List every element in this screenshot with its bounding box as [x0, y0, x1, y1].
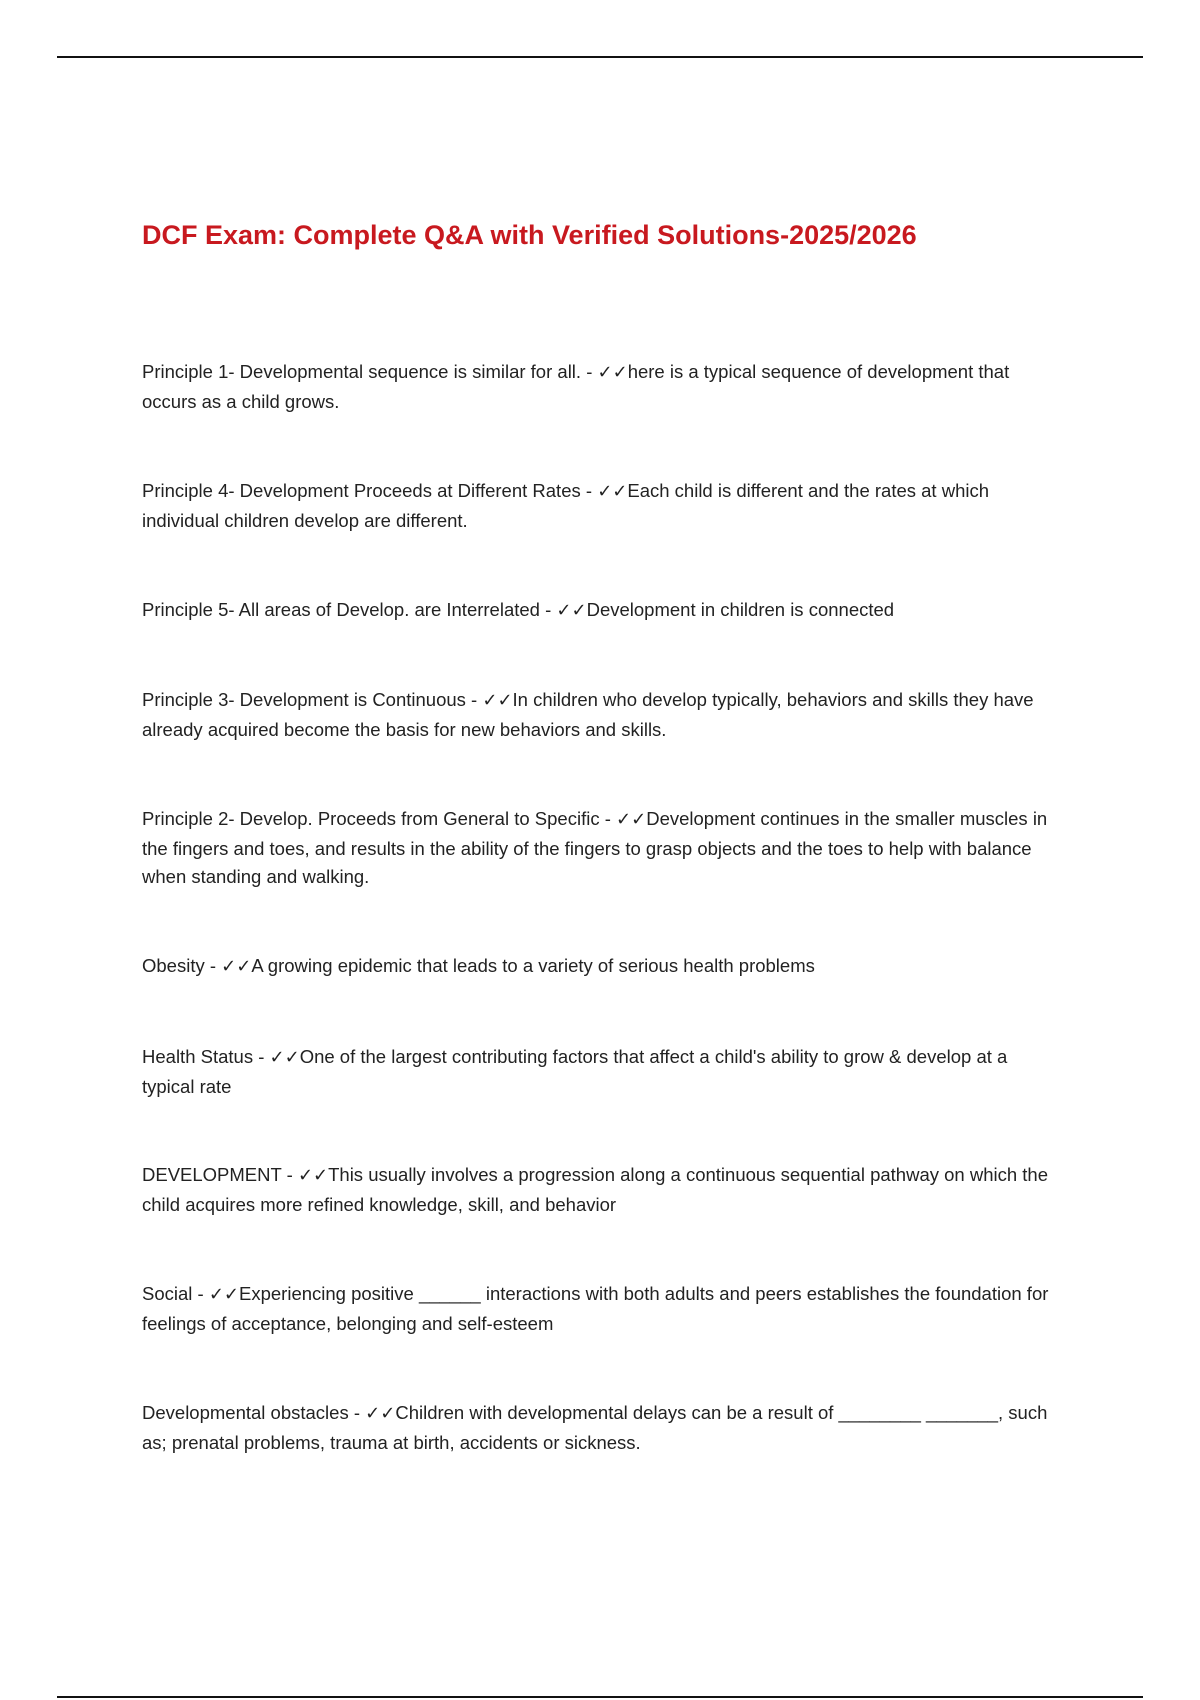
double-check-icon: ✓✓ — [482, 690, 513, 711]
qa-term: Developmental obstacles — [142, 1402, 349, 1423]
qa-item-developmental-obstacles — [142, 1399, 1062, 1457]
qa-separator: - — [465, 689, 483, 710]
qa-separator: - — [253, 1046, 270, 1067]
qa-term: Principle 4- Development Proceeds at Different Rates — [142, 480, 581, 501]
qa-answer: Children with developmental delays can be a result of ________ _______, such as; prenatal problems, trauma at birth, accidents or sickness. — [142, 1402, 1048, 1453]
qa-separator: - — [580, 480, 598, 501]
qa-item-obesity — [142, 952, 1062, 982]
qa-answer: One of the largest contributing factors that affect a child's ability to grow & develop at a typical rate — [142, 1046, 1008, 1097]
footer-rule — [57, 1696, 1143, 1698]
qa-answer: In children who develop typically, behaviors and skills they have already acquired become the basis for new behaviors and skills. — [142, 689, 1034, 740]
qa-separator: - — [204, 955, 222, 976]
qa-separator: - — [539, 599, 557, 620]
qa-separator: - — [281, 1164, 298, 1185]
qa-item-health-status — [142, 1043, 1062, 1101]
qa-separator: - — [599, 808, 617, 829]
qa-item-principle-5 — [142, 596, 1062, 626]
qa-separator: - — [192, 1283, 209, 1304]
qa-item-principle-4 — [142, 477, 1062, 535]
double-check-icon: ✓✓ — [616, 809, 647, 830]
qa-answer: Each child is different and the rates at which individual children develop are different. — [142, 480, 990, 531]
qa-item-principle-1 — [142, 358, 1062, 416]
double-check-icon: ✓✓ — [208, 1284, 240, 1305]
qa-term: Health Status — [142, 1046, 254, 1067]
double-check-icon: ✓✓ — [221, 956, 252, 977]
double-check-icon: ✓✓ — [365, 1403, 396, 1424]
qa-answer: Experiencing positive ______ interactions with both adults and peers establishes the foundation for feelings of acceptance, belonging and self-esteem — [142, 1283, 1049, 1334]
qa-answer: This usually involves a progression along a continuous sequential pathway on which the child acquires more refined knowledge, skill, and behavior — [142, 1164, 1048, 1215]
qa-term: DEVELOPMENT — [142, 1164, 282, 1185]
header-rule — [57, 56, 1143, 58]
double-check-icon: ✓✓ — [556, 600, 587, 621]
qa-item-principle-2 — [142, 805, 1062, 892]
qa-term: Principle 3- Development is Continuous — [142, 689, 466, 710]
qa-term: Principle 2- Develop. Proceeds from General to Specific — [142, 808, 600, 829]
qa-answer: A growing epidemic that leads to a variety of serious health problems — [251, 955, 815, 976]
double-check-icon: ✓✓ — [597, 481, 628, 502]
double-check-icon: ✓✓ — [297, 1165, 329, 1186]
qa-item-principle-3 — [142, 686, 1062, 744]
double-check-icon: ✓✓ — [269, 1047, 300, 1068]
qa-separator: - — [581, 361, 598, 382]
qa-term: Social — [142, 1283, 193, 1304]
qa-term: Obesity — [142, 955, 205, 976]
qa-separator: - — [348, 1402, 366, 1423]
qa-item-social — [142, 1280, 1062, 1338]
qa-answer: Development continues in the smaller muscles in the fingers and toes, and results in the ability of the fingers to grasp objects and the toes to help with balance when standing and walking. — [142, 808, 1048, 887]
qa-item-development — [142, 1161, 1062, 1219]
double-check-icon: ✓✓ — [597, 362, 628, 383]
qa-answer: here is a typical sequence of development that occurs as a child grows. — [142, 361, 1010, 412]
qa-term: Principle 1- Developmental sequence is similar for all. — [142, 361, 582, 382]
qa-term: Principle 5- All areas of Develop. are Interrelated — [142, 599, 540, 620]
document-title: DCF Exam: Complete Q&A with Verified Solutions-2025/2026 — [142, 220, 917, 250]
qa-answer: Development in children is connected — [586, 599, 895, 620]
